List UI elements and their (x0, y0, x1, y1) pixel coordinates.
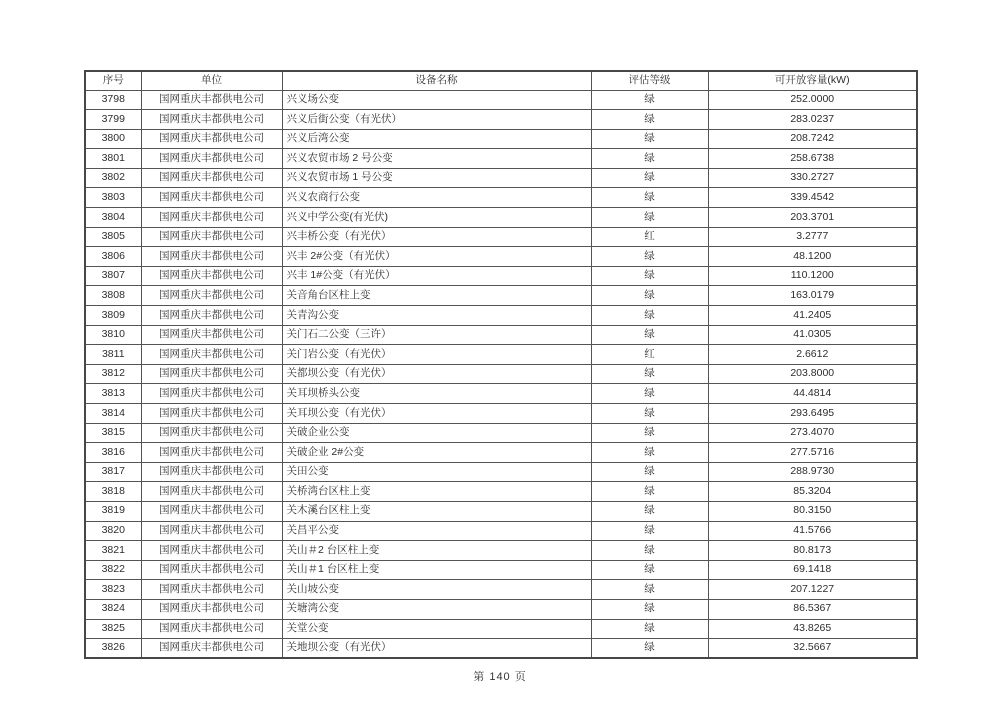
device-cell: 关破企业 2#公变 (282, 443, 591, 463)
capacity-cell: 339.4542 (708, 188, 917, 208)
table-row (85, 404, 917, 424)
grade-cell: 绿 (591, 110, 708, 130)
device-cell: 关门石二公变（三许） (282, 325, 591, 345)
device-cell: 关山＃2 台区柱上变 (282, 541, 591, 561)
serial-cell: 3815 (85, 423, 141, 443)
table-row (85, 541, 917, 561)
table-header-row (85, 71, 917, 90)
unit-cell: 国网重庆丰都供电公司 (141, 619, 282, 639)
table-row (85, 423, 917, 443)
unit-cell: 国网重庆丰都供电公司 (141, 208, 282, 228)
unit-cell: 国网重庆丰都供电公司 (141, 227, 282, 247)
grade-cell: 绿 (591, 541, 708, 561)
table-row (85, 188, 917, 208)
device-cell: 兴义后湾公变 (282, 129, 591, 149)
serial-cell: 3803 (85, 188, 141, 208)
table-body (85, 90, 917, 658)
capacity-cell: 80.8173 (708, 541, 917, 561)
grade-cell: 绿 (591, 423, 708, 443)
capacity-cell: 330.2727 (708, 168, 917, 188)
device-cell: 兴丰桥公变（有光伏） (282, 227, 591, 247)
capacity-cell: 252.0000 (708, 90, 917, 110)
table-row (85, 168, 917, 188)
table-row (85, 306, 917, 326)
unit-cell: 国网重庆丰都供电公司 (141, 599, 282, 619)
device-cell: 关田公变 (282, 462, 591, 482)
unit-cell: 国网重庆丰都供电公司 (141, 110, 282, 130)
grade-cell: 绿 (591, 384, 708, 404)
table-row (85, 560, 917, 580)
grade-cell: 绿 (591, 521, 708, 541)
table-row (85, 364, 917, 384)
grade-cell: 绿 (591, 306, 708, 326)
capacity-cell: 41.0305 (708, 325, 917, 345)
grade-cell: 绿 (591, 149, 708, 169)
table-row (85, 443, 917, 463)
grade-cell: 绿 (591, 599, 708, 619)
table-row (85, 266, 917, 286)
unit-cell: 国网重庆丰都供电公司 (141, 364, 282, 384)
grade-cell: 绿 (591, 404, 708, 424)
serial-cell: 3817 (85, 462, 141, 482)
unit-cell: 国网重庆丰都供电公司 (141, 404, 282, 424)
table-row (85, 384, 917, 404)
capacity-cell: 80.3150 (708, 501, 917, 521)
serial-cell: 3822 (85, 560, 141, 580)
serial-cell: 3802 (85, 168, 141, 188)
capacity-cell: 258.6738 (708, 149, 917, 169)
capacity-cell: 48.1200 (708, 247, 917, 267)
capacity-cell: 44.4814 (708, 384, 917, 404)
capacity-cell: 163.0179 (708, 286, 917, 306)
table-row (85, 129, 917, 149)
serial-cell: 3805 (85, 227, 141, 247)
serial-cell: 3823 (85, 580, 141, 600)
column-header-unit: 单位 (141, 71, 282, 90)
serial-cell: 3800 (85, 129, 141, 149)
device-cell: 关耳坝公变（有光伏） (282, 404, 591, 424)
grade-cell: 绿 (591, 129, 708, 149)
capacity-cell: 32.5667 (708, 639, 917, 659)
grade-cell: 绿 (591, 168, 708, 188)
serial-cell: 3804 (85, 208, 141, 228)
grade-cell: 绿 (591, 501, 708, 521)
serial-cell: 3816 (85, 443, 141, 463)
device-cell: 兴义后街公变（有光伏） (282, 110, 591, 130)
serial-cell: 3826 (85, 639, 141, 659)
table-row (85, 90, 917, 110)
column-header-device: 设备名称 (282, 71, 591, 90)
serial-cell: 3814 (85, 404, 141, 424)
capacity-cell: 43.8265 (708, 619, 917, 639)
unit-cell: 国网重庆丰都供电公司 (141, 266, 282, 286)
device-cell: 关堂公变 (282, 619, 591, 639)
table-row (85, 521, 917, 541)
serial-cell: 3808 (85, 286, 141, 306)
grade-cell: 红 (591, 345, 708, 365)
capacity-cell: 2.6612 (708, 345, 917, 365)
unit-cell: 国网重庆丰都供电公司 (141, 188, 282, 208)
capacity-cell: 110.1200 (708, 266, 917, 286)
unit-cell: 国网重庆丰都供电公司 (141, 580, 282, 600)
serial-cell: 3824 (85, 599, 141, 619)
unit-cell: 国网重庆丰都供电公司 (141, 482, 282, 502)
device-cell: 关破企业公变 (282, 423, 591, 443)
device-cell: 关山坡公变 (282, 580, 591, 600)
serial-cell: 3812 (85, 364, 141, 384)
grade-cell: 绿 (591, 560, 708, 580)
serial-cell: 3809 (85, 306, 141, 326)
capacity-cell: 41.2405 (708, 306, 917, 326)
device-cell: 关都坝公变（有光伏） (282, 364, 591, 384)
device-cell: 关山＃1 台区柱上变 (282, 560, 591, 580)
unit-cell: 国网重庆丰都供电公司 (141, 443, 282, 463)
column-header-serial: 序号 (85, 71, 141, 90)
capacity-cell: 208.7242 (708, 129, 917, 149)
table-row (85, 462, 917, 482)
device-cell: 兴丰 2#公变（有光伏） (282, 247, 591, 267)
grade-cell: 绿 (591, 247, 708, 267)
grade-cell: 绿 (591, 286, 708, 306)
device-cell: 关门岩公变（有光伏） (282, 345, 591, 365)
device-cell: 关桥湾台区柱上变 (282, 482, 591, 502)
device-cell: 兴义场公变 (282, 90, 591, 110)
table-row (85, 227, 917, 247)
unit-cell: 国网重庆丰都供电公司 (141, 345, 282, 365)
capacity-cell: 207.1227 (708, 580, 917, 600)
table-row (85, 149, 917, 169)
table-row (85, 580, 917, 600)
device-cell: 关音角台区柱上变 (282, 286, 591, 306)
grade-cell: 绿 (591, 580, 708, 600)
serial-cell: 3799 (85, 110, 141, 130)
device-cell: 关木溪台区柱上变 (282, 501, 591, 521)
unit-cell: 国网重庆丰都供电公司 (141, 501, 282, 521)
serial-cell: 3813 (85, 384, 141, 404)
table-row (85, 501, 917, 521)
table-row (85, 599, 917, 619)
capacity-cell: 69.1418 (708, 560, 917, 580)
table-row (85, 110, 917, 130)
capacity-cell: 203.3701 (708, 208, 917, 228)
capacity-cell: 86.5367 (708, 599, 917, 619)
unit-cell: 国网重庆丰都供电公司 (141, 423, 282, 443)
unit-cell: 国网重庆丰都供电公司 (141, 286, 282, 306)
unit-cell: 国网重庆丰都供电公司 (141, 168, 282, 188)
serial-cell: 3810 (85, 325, 141, 345)
column-header-capacity: 可开放容量(kW) (708, 71, 917, 90)
device-cell: 关昌平公变 (282, 521, 591, 541)
grade-cell: 绿 (591, 208, 708, 228)
grade-cell: 绿 (591, 443, 708, 463)
grade-cell: 红 (591, 227, 708, 247)
table-row (85, 208, 917, 228)
device-cell: 关地坝公变（有光伏） (282, 639, 591, 659)
serial-cell: 3801 (85, 149, 141, 169)
capacity-cell: 283.0237 (708, 110, 917, 130)
serial-cell: 3811 (85, 345, 141, 365)
capacity-cell: 41.5766 (708, 521, 917, 541)
table-row (85, 286, 917, 306)
table-row (85, 482, 917, 502)
page-number: 第 140 页 (473, 671, 527, 683)
device-cell: 关青沟公变 (282, 306, 591, 326)
table-row (85, 639, 917, 659)
device-cell: 兴义农贸市场 2 号公变 (282, 149, 591, 169)
device-cell: 关耳坝桥头公变 (282, 384, 591, 404)
capacity-cell: 293.6495 (708, 404, 917, 424)
capacity-cell: 203.8000 (708, 364, 917, 384)
serial-cell: 3807 (85, 266, 141, 286)
unit-cell: 国网重庆丰都供电公司 (141, 639, 282, 659)
unit-cell: 国网重庆丰都供电公司 (141, 247, 282, 267)
capacity-table (84, 70, 918, 659)
device-cell: 兴义农商行公变 (282, 188, 591, 208)
capacity-cell: 288.9730 (708, 462, 917, 482)
grade-cell: 绿 (591, 325, 708, 345)
unit-cell: 国网重庆丰都供电公司 (141, 325, 282, 345)
table-row (85, 345, 917, 365)
unit-cell: 国网重庆丰都供电公司 (141, 521, 282, 541)
grade-cell: 绿 (591, 482, 708, 502)
serial-cell: 3825 (85, 619, 141, 639)
serial-cell: 3798 (85, 90, 141, 110)
grade-cell: 绿 (591, 364, 708, 384)
capacity-cell: 273.4070 (708, 423, 917, 443)
grade-cell: 绿 (591, 90, 708, 110)
capacity-cell: 3.2777 (708, 227, 917, 247)
serial-cell: 3818 (85, 482, 141, 502)
unit-cell: 国网重庆丰都供电公司 (141, 306, 282, 326)
capacity-cell: 85.3204 (708, 482, 917, 502)
unit-cell: 国网重庆丰都供电公司 (141, 90, 282, 110)
capacity-cell: 277.5716 (708, 443, 917, 463)
column-header-grade: 评估等级 (591, 71, 708, 90)
unit-cell: 国网重庆丰都供电公司 (141, 149, 282, 169)
device-cell: 兴义中学公变(有光伏) (282, 208, 591, 228)
unit-cell: 国网重庆丰都供电公司 (141, 560, 282, 580)
device-cell: 关塘湾公变 (282, 599, 591, 619)
device-cell: 兴丰 1#公变（有光伏） (282, 266, 591, 286)
serial-cell: 3820 (85, 521, 141, 541)
serial-cell: 3819 (85, 501, 141, 521)
grade-cell: 绿 (591, 188, 708, 208)
unit-cell: 国网重庆丰都供电公司 (141, 541, 282, 561)
grade-cell: 绿 (591, 266, 708, 286)
grade-cell: 绿 (591, 639, 708, 659)
table-row (85, 619, 917, 639)
unit-cell: 国网重庆丰都供电公司 (141, 462, 282, 482)
unit-cell: 国网重庆丰都供电公司 (141, 384, 282, 404)
grade-cell: 绿 (591, 619, 708, 639)
table-row (85, 325, 917, 345)
table-row (85, 247, 917, 267)
unit-cell: 国网重庆丰都供电公司 (141, 129, 282, 149)
table-header (85, 71, 917, 90)
serial-cell: 3806 (85, 247, 141, 267)
grade-cell: 绿 (591, 462, 708, 482)
serial-cell: 3821 (85, 541, 141, 561)
device-cell: 兴义农贸市场 1 号公变 (282, 168, 591, 188)
